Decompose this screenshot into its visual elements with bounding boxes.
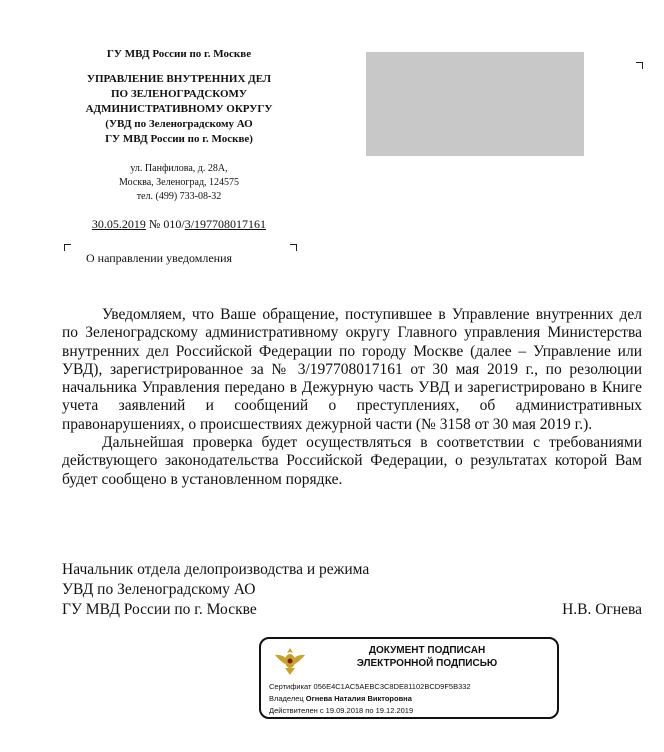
ref-date: 30.05.2019 bbox=[91, 217, 146, 231]
ref-number: 3/197708017161 bbox=[184, 217, 267, 231]
esign-owner bbox=[269, 694, 412, 703]
corner-mark bbox=[290, 244, 297, 251]
address-line: Москва, Зеленоград, 124575 bbox=[118, 177, 240, 188]
esign-title bbox=[311, 644, 543, 670]
dept-line: ГУ МВД России по г. Москве) bbox=[105, 133, 253, 145]
ref-number-label: № 010/ bbox=[145, 217, 185, 231]
dept-line: АДМИНИСТРАТИВНОМУ ОКРУГУ bbox=[85, 103, 273, 115]
signatory-name: Н.В. Огнева bbox=[562, 601, 642, 618]
header-address bbox=[40, 162, 318, 204]
signature-line: Начальник отдела делопроизводства и режима bbox=[62, 561, 370, 578]
signature-line: УВД по Зеленоградскому АО bbox=[62, 581, 256, 598]
esign-owner-label: Владелец bbox=[269, 694, 306, 703]
esign-validity: Действителен с 19.09.2018 по 19.12.2019 bbox=[269, 706, 414, 715]
subject-line: О направлении уведомления bbox=[86, 251, 233, 265]
letter-body bbox=[62, 306, 642, 489]
address-line: тел. (499) 733-08-32 bbox=[136, 191, 222, 202]
body-paragraph: Уведомляем, что Ваше обращение, поступившее в Управление внутренних дел по Зеленоградскому административному округу Главного управления Министерства внутренних дел Российской Федерации по городу Москве (далее – Управление или УВД), зарегистрированное за № 3/197708017161 от 30 мая 2019 г., по резолюции начальника Управления передано в Дежурную часть УВД и зарегистрировано в Книге учета заявлений и сообщений о преступлениях, об административных правонарушениях, о происшествиях дежурной части (№ 3158 от 30 мая 2019 г.). bbox=[62, 306, 642, 433]
eagle-emblem-icon bbox=[273, 645, 307, 677]
reference-line bbox=[40, 217, 318, 232]
address-line: ул. Панфилова, д. 28А, bbox=[130, 163, 228, 174]
dept-line: ПО ЗЕЛЕНОГРАДСКОМУ bbox=[111, 88, 247, 100]
esign-certificate: Сертификат 056E4C1AC5AEBC3C8DE81102BCD9F5B332 bbox=[269, 682, 471, 691]
esign-owner-name: Огнева Наталия Викторовна bbox=[305, 694, 412, 703]
esign-title-line: ДОКУМЕНТ ПОДПИСАН bbox=[368, 645, 486, 656]
corner-mark bbox=[64, 244, 71, 251]
header-org: ГУ МВД России по г. Москве bbox=[106, 48, 252, 60]
signature-block bbox=[62, 560, 642, 620]
redacted-addressee-box bbox=[366, 52, 584, 156]
corner-mark bbox=[636, 62, 643, 69]
dept-line: (УВД по Зеленоградскому АО bbox=[105, 118, 253, 130]
header-department bbox=[40, 72, 318, 147]
esign-title-line: ЭЛЕКТРОННОЙ ПОДПИСЬЮ bbox=[356, 658, 498, 669]
signature-line: ГУ МВД России по г. Москве bbox=[62, 601, 257, 618]
body-paragraph: Дальнейшая проверка будет осуществляться в соответствии с требованиями действующего законодательства Российской Федерации, о результатах которой Вам будет сообщено в установленном порядке. bbox=[62, 434, 642, 488]
dept-line: УПРАВЛЕНИЕ ВНУТРЕННИХ ДЕЛ bbox=[86, 73, 272, 85]
electronic-signature-stamp bbox=[259, 637, 559, 719]
